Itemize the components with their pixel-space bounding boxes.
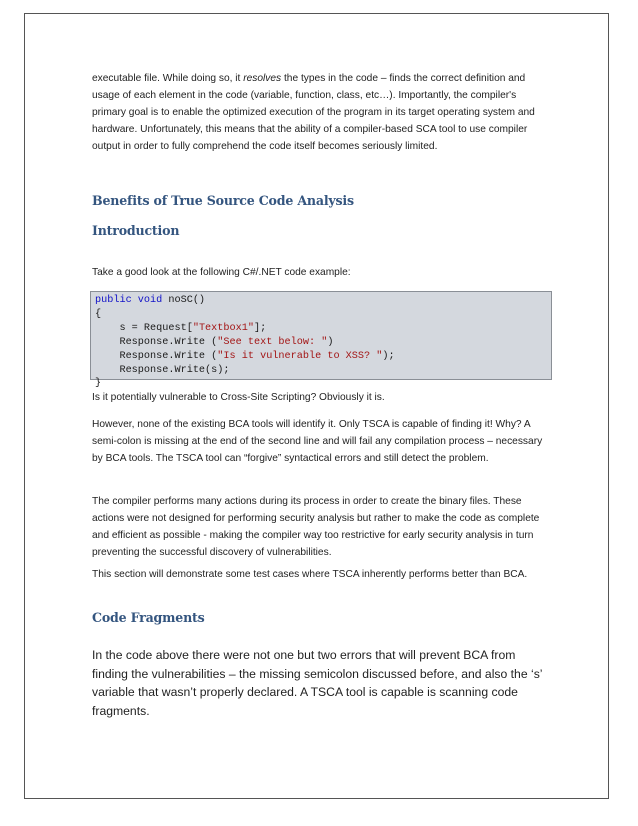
intro-text: Take a good look at the following C#/.NET code example: bbox=[92, 267, 351, 278]
code-line-4a: Response.Write ( bbox=[95, 336, 218, 348]
code-keyword: public void bbox=[95, 295, 163, 306]
paragraph-compiler-actions: The compiler performs many actions during its process in order to create the binary files. These actions were not designed for performing security analysis but rather to make the code as complete and efficient as possible - making the compiler way too restrictive for early security analysis in turn preventing the successful discovery of vulnerabilities. bbox=[92, 496, 540, 558]
code-line-6: Response.Write(s); bbox=[95, 364, 230, 376]
paragraph-xss: Is it potentially vulnerable to Cross-Site Scripting? Obviously it is. bbox=[92, 392, 385, 403]
para1-text-end: the types in the code – finds the correct definition and usage of each element in the code (variable, function, class, etc…). Importantly, the compiler's primary goal is to enable the optimized execution of the program in its target operating system and hardware. Unfortunately, this means that the ability of a compiler-based SCA tool to use compiler output in order to fully comprehend the code itself becomes seriously limited. bbox=[92, 73, 535, 152]
code-line-2: { bbox=[95, 308, 102, 320]
code-string-3: "Is it vulnerable to XSS? " bbox=[217, 350, 383, 362]
heading-introduction: Introduction bbox=[92, 223, 180, 238]
code-line-5a: Response.Write ( bbox=[95, 350, 218, 362]
code-string-1: "Textbox1" bbox=[192, 322, 254, 334]
paragraph-fragments: In the code above there were not one but two errors that will prevent BCA from finding the vulnerabilities – the missing semicolon discussed before, and also the ‘s’ variable that wasn’t properly declared. A TSCA tool is capable is scanning code fragments. bbox=[92, 648, 543, 718]
heading-code-fragments: Code Fragments bbox=[92, 610, 205, 625]
code-line-3b: ]; bbox=[253, 322, 267, 334]
code-example bbox=[90, 291, 552, 390]
para1-text-start: executable file. While doing so, it bbox=[92, 73, 244, 84]
para1-emphasis: resolves bbox=[243, 73, 282, 84]
paragraph-none-identify: However, none of the existing BCA tools will identify it. Only TSCA is capable of finding it! Why? A semi-colon is missing at the end of the second line and will fail any compilation process – necessary by BCA tools. The TSCA tool can “forgive” syntactical errors and still detect the problem. bbox=[92, 419, 543, 464]
paragraph-compiler-resolves bbox=[92, 71, 552, 156]
code-line-4b: ) bbox=[327, 336, 334, 348]
code-line-5b: ); bbox=[382, 350, 395, 362]
code-string-2: "See text below: " bbox=[217, 336, 328, 348]
code-line-3a: s = Request[ bbox=[95, 322, 193, 334]
code-line-7: } bbox=[95, 378, 102, 390]
paragraph-section: This section will demonstrate some test cases where TSCA inherently performs better than BCA. bbox=[92, 569, 528, 580]
code-line-1: noSC() bbox=[162, 295, 206, 306]
page-content bbox=[92, 71, 552, 718]
heading-benefits: Benefits of True Source Code Analysis bbox=[92, 193, 354, 208]
